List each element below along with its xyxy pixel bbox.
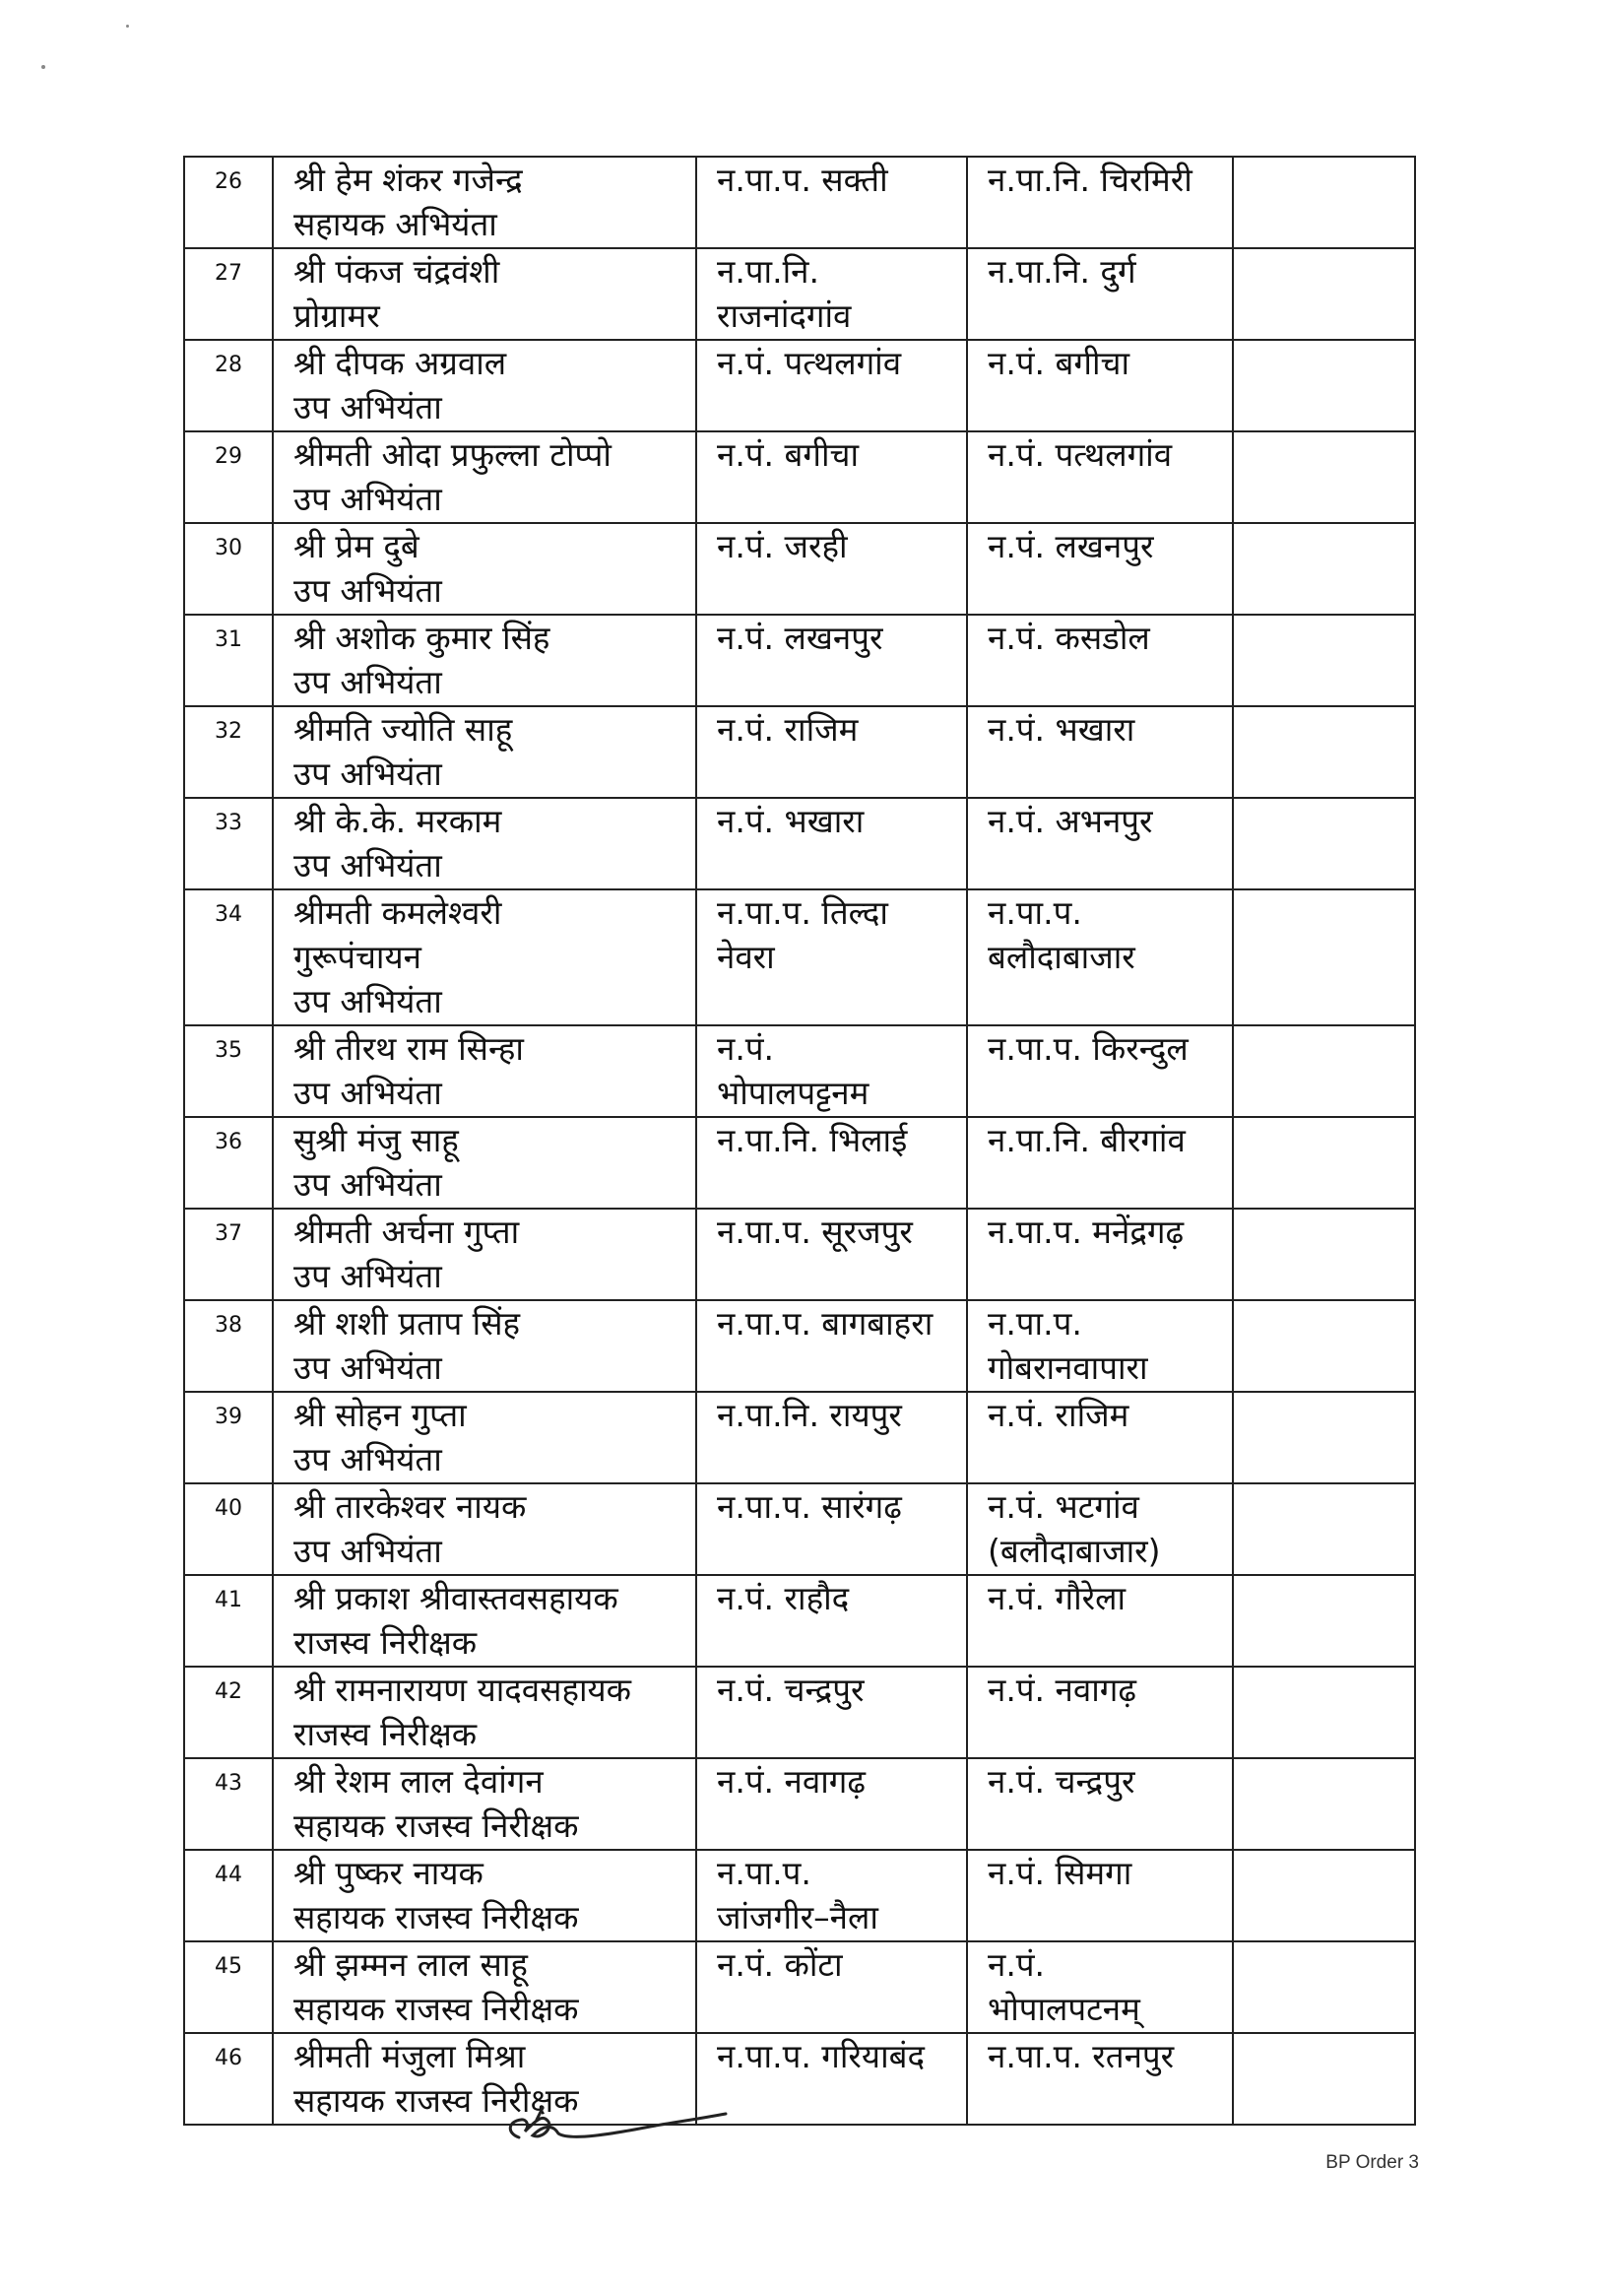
employee-name: श्री रामनारायण यादवसहायक <box>293 1671 631 1709</box>
employee-designation: उप अभियंता <box>293 1348 442 1387</box>
scan-speck <box>41 65 45 69</box>
table-row <box>184 1483 1415 1575</box>
current-posting-cell <box>696 1209 967 1300</box>
current-posting-cell <box>696 706 967 798</box>
employee-designation: उप अभियंता <box>293 1257 442 1295</box>
employee-designation: उप अभियंता <box>293 1165 442 1204</box>
remarks-cell <box>1233 340 1415 431</box>
employee-designation: सहायक राजस्व निरीक्षक <box>293 1806 579 1845</box>
current-posting-cell <box>696 889 967 1025</box>
remarks-cell <box>1233 1575 1415 1667</box>
serial-number-cell: 44 <box>184 1850 273 1941</box>
table-row <box>184 2033 1415 2125</box>
new-posting-text: न.पा.प. मनेंद्रगढ़ <box>988 1213 1185 1251</box>
remarks-cell <box>1233 1667 1415 1758</box>
employee-designation: सहायक राजस्व निरीक्षक <box>293 1990 579 2028</box>
current-posting-text: न.पा.नि. <box>717 252 819 291</box>
current-posting-text: न.पा.प. सूरजपुर <box>717 1213 913 1251</box>
current-posting-cell <box>696 2033 967 2125</box>
current-posting-text: न.पं. पत्थलगांव <box>717 344 902 382</box>
table-row <box>184 340 1415 431</box>
new-posting-text: न.पा.नि. दुर्ग <box>988 252 1136 291</box>
remarks-cell <box>1233 706 1415 798</box>
employee-designation: उप अभियंता <box>293 1074 442 1112</box>
remarks-cell <box>1233 615 1415 706</box>
new-posting-text: न.पं. नवागढ़ <box>988 1671 1136 1709</box>
table-row <box>184 523 1415 615</box>
new-posting-text: न.पा.प. रतनपुर <box>988 2037 1175 2075</box>
employee-name: सुश्री मंजु साहू <box>293 1121 459 1159</box>
current-posting-text: न.पा.प. गरियाबंद <box>717 2037 925 2075</box>
table-row <box>184 431 1415 523</box>
employee-name: श्रीमति ज्योति साहू <box>293 710 513 749</box>
employee-cell <box>273 615 696 706</box>
employee-name: गुरूपंचायन <box>293 938 421 976</box>
current-posting-text: नेवरा <box>717 938 775 976</box>
current-posting-text: जांजगीर–नैला <box>717 1898 878 1936</box>
serial-number-cell: 36 <box>184 1117 273 1209</box>
serial-number-cell: 45 <box>184 1941 273 2033</box>
serial-number-cell: 32 <box>184 706 273 798</box>
current-posting-text: न.पा.प. सक्ती <box>717 161 888 199</box>
remarks-cell <box>1233 1300 1415 1392</box>
new-posting-text: न.पं. सिमगा <box>988 1854 1132 1892</box>
current-posting-text: न.पा.प. <box>717 1854 811 1892</box>
remarks-cell <box>1233 2033 1415 2125</box>
employee-cell <box>273 431 696 523</box>
employee-cell <box>273 1025 696 1117</box>
table-row <box>184 706 1415 798</box>
employee-designation: राजस्व निरीक्षक <box>293 1715 478 1753</box>
remarks-cell <box>1233 248 1415 340</box>
employee-cell <box>273 1209 696 1300</box>
current-posting-cell <box>696 798 967 889</box>
current-posting-cell <box>696 523 967 615</box>
current-posting-cell <box>696 1300 967 1392</box>
new-posting-text: न.पं. भखारा <box>988 710 1135 749</box>
employee-name: श्रीमती अर्चना गुप्ता <box>293 1213 520 1251</box>
current-posting-text: न.पं. कोंटा <box>717 1945 843 1984</box>
signature-mark <box>497 2100 734 2159</box>
remarks-cell <box>1233 798 1415 889</box>
current-posting-text: न.पं. भखारा <box>717 802 865 840</box>
employee-designation: उप अभियंता <box>293 1532 442 1570</box>
serial-number-cell: 26 <box>184 157 273 248</box>
table-row <box>184 1392 1415 1483</box>
new-posting-cell <box>967 1025 1233 1117</box>
new-posting-text: न.पा.नि. बीरगांव <box>988 1121 1186 1159</box>
current-posting-cell <box>696 1392 967 1483</box>
employee-name: श्रीमती कमलेश्वरी <box>293 893 502 932</box>
current-posting-text: भोपालपट्टनम <box>717 1074 870 1112</box>
employee-cell <box>273 1941 696 2033</box>
new-posting-text: न.पं. भटगांव <box>988 1487 1139 1526</box>
transfer-table <box>183 156 1416 2126</box>
employee-name: श्री सोहन गुप्ता <box>293 1396 467 1434</box>
employee-designation: उप अभियंता <box>293 1440 442 1478</box>
serial-number-cell: 28 <box>184 340 273 431</box>
table-row <box>184 615 1415 706</box>
employee-designation: सहायक अभियंता <box>293 205 497 243</box>
employee-name: श्री हेम शंकर गजेन्द्र <box>293 161 523 199</box>
employee-cell <box>273 523 696 615</box>
table-row <box>184 1300 1415 1392</box>
serial-number-cell: 34 <box>184 889 273 1025</box>
new-posting-text: बलौदाबाजार <box>988 938 1135 976</box>
current-posting-text: न.पं. जरही <box>717 527 848 565</box>
employee-designation: सहायक राजस्व निरीक्षक <box>293 2081 579 2120</box>
new-posting-cell <box>967 706 1233 798</box>
current-posting-cell <box>696 431 967 523</box>
employee-designation: सहायक राजस्व निरीक्षक <box>293 1898 579 1936</box>
new-posting-cell <box>967 1667 1233 1758</box>
new-posting-cell <box>967 523 1233 615</box>
current-posting-cell <box>696 157 967 248</box>
new-posting-cell <box>967 798 1233 889</box>
employee-name: श्री प्रेम दुबे <box>293 527 419 565</box>
new-posting-text: न.पा.नि. चिरमिरी <box>988 161 1192 199</box>
new-posting-text: न.पा.प. <box>988 893 1082 932</box>
new-posting-cell <box>967 1941 1233 2033</box>
new-posting-cell <box>967 889 1233 1025</box>
serial-number-cell: 27 <box>184 248 273 340</box>
employee-designation: राजस्व निरीक्षक <box>293 1623 478 1662</box>
new-posting-cell <box>967 1758 1233 1850</box>
remarks-cell <box>1233 1392 1415 1483</box>
employee-name: श्री अशोक कुमार सिंह <box>293 619 550 657</box>
new-posting-cell <box>967 1300 1233 1392</box>
serial-number-cell: 43 <box>184 1758 273 1850</box>
serial-number-cell: 35 <box>184 1025 273 1117</box>
new-posting-cell <box>967 340 1233 431</box>
remarks-cell <box>1233 157 1415 248</box>
employee-cell <box>273 1758 696 1850</box>
employee-name: श्री झम्मन लाल साहू <box>293 1945 528 1984</box>
current-posting-cell <box>696 1575 967 1667</box>
new-posting-text: न.पं. कसडोल <box>988 619 1150 657</box>
employee-cell <box>273 889 696 1025</box>
employee-cell <box>273 248 696 340</box>
employee-name: श्री पंकज चंद्रवंशी <box>293 252 500 291</box>
new-posting-cell <box>967 1117 1233 1209</box>
serial-number-cell: 40 <box>184 1483 273 1575</box>
employee-cell <box>273 1300 696 1392</box>
current-posting-text: न.पं. <box>717 1029 775 1068</box>
remarks-cell <box>1233 523 1415 615</box>
employee-cell <box>273 157 696 248</box>
new-posting-text: न.पं. पत्थलगांव <box>988 435 1173 474</box>
current-posting-cell <box>696 1117 967 1209</box>
current-posting-text: न.पा.नि. रायपुर <box>717 1396 902 1434</box>
employee-cell <box>273 1575 696 1667</box>
employee-cell <box>273 1117 696 1209</box>
employee-name: श्री तीरथ राम सिन्हा <box>293 1029 524 1068</box>
current-posting-cell <box>696 340 967 431</box>
new-posting-cell <box>967 1392 1233 1483</box>
footer-order-label: BP Order 3 <box>1325 2152 1419 2173</box>
new-posting-text: न.पं. लखनपुर <box>988 527 1154 565</box>
current-posting-text: न.पं. राहौद <box>717 1579 850 1617</box>
current-posting-cell <box>696 1667 967 1758</box>
new-posting-cell <box>967 248 1233 340</box>
current-posting-text: न.पा.नि. भिलाई <box>717 1121 908 1159</box>
table-row <box>184 798 1415 889</box>
new-posting-cell <box>967 157 1233 248</box>
current-posting-text: न.पा.प. तिल्दा <box>717 893 888 932</box>
employee-name: श्री पुष्कर नायक <box>293 1854 483 1892</box>
remarks-cell <box>1233 1758 1415 1850</box>
new-posting-text: न.पं. बगीचा <box>988 344 1129 382</box>
current-posting-cell <box>696 1483 967 1575</box>
employee-designation: उप अभियंता <box>293 571 442 610</box>
employee-name: श्रीमती ओदा प्रफुल्ला टोप्पो <box>293 435 612 474</box>
new-posting-text: न.पं. चन्द्रपुर <box>988 1762 1135 1801</box>
current-posting-text: न.पा.प. बागबाहरा <box>717 1304 934 1343</box>
serial-number-cell: 37 <box>184 1209 273 1300</box>
current-posting-text: न.पं. बगीचा <box>717 435 859 474</box>
current-posting-text: न.पा.प. सारंगढ़ <box>717 1487 902 1526</box>
new-posting-text: न.पा.प. <box>988 1304 1082 1343</box>
current-posting-cell <box>696 248 967 340</box>
new-posting-cell <box>967 1850 1233 1941</box>
current-posting-cell <box>696 615 967 706</box>
serial-number-cell: 41 <box>184 1575 273 1667</box>
employee-cell <box>273 798 696 889</box>
current-posting-cell <box>696 1758 967 1850</box>
current-posting-cell <box>696 1941 967 2033</box>
table-row <box>184 1575 1415 1667</box>
current-posting-text: न.पं. चन्द्रपुर <box>717 1671 865 1709</box>
remarks-cell <box>1233 1850 1415 1941</box>
remarks-cell <box>1233 1941 1415 2033</box>
employee-name: श्री रेशम लाल देवांगन <box>293 1762 544 1801</box>
scan-speck <box>126 25 129 28</box>
remarks-cell <box>1233 1483 1415 1575</box>
employee-cell <box>273 706 696 798</box>
employee-name: श्री के.के. मरकाम <box>293 802 502 840</box>
new-posting-cell <box>967 1483 1233 1575</box>
employee-name: श्री शशी प्रताप सिंह <box>293 1304 521 1343</box>
employee-designation: उप अभियंता <box>293 754 442 793</box>
employee-name: श्रीमती मंजुला मिश्रा <box>293 2037 526 2075</box>
new-posting-text: न.पं. अभनपुर <box>988 802 1153 840</box>
serial-number-cell: 38 <box>184 1300 273 1392</box>
remarks-cell <box>1233 1025 1415 1117</box>
employee-designation: उप अभियंता <box>293 982 442 1020</box>
remarks-cell <box>1233 1209 1415 1300</box>
remarks-cell <box>1233 889 1415 1025</box>
serial-number-cell: 30 <box>184 523 273 615</box>
new-posting-text: न.पा.प. किरन्दुल <box>988 1029 1189 1068</box>
employee-designation: उप अभियंता <box>293 663 442 701</box>
employee-cell <box>273 340 696 431</box>
table-row <box>184 157 1415 248</box>
new-posting-text: (बलौदाबाजार) <box>988 1532 1161 1570</box>
current-posting-cell <box>696 1025 967 1117</box>
employee-designation: प्रोग्रामर <box>293 296 380 335</box>
employee-name: श्री दीपक अग्रवाल <box>293 344 507 382</box>
new-posting-text: न.पं. राजिम <box>988 1396 1129 1434</box>
employee-designation: उप अभियंता <box>293 388 442 426</box>
employee-name: श्री तारकेश्वर नायक <box>293 1487 527 1526</box>
new-posting-cell <box>967 431 1233 523</box>
current-posting-text: न.पं. नवागढ़ <box>717 1762 866 1801</box>
table-row <box>184 1850 1415 1941</box>
current-posting-cell <box>696 1850 967 1941</box>
new-posting-text: भोपालपटनम् <box>988 1990 1140 2028</box>
serial-number-cell: 33 <box>184 798 273 889</box>
current-posting-text: न.पं. लखनपुर <box>717 619 883 657</box>
serial-number-cell: 31 <box>184 615 273 706</box>
employee-cell <box>273 1667 696 1758</box>
new-posting-text: गोबरानवापारा <box>988 1348 1148 1387</box>
table-row <box>184 248 1415 340</box>
new-posting-cell <box>967 2033 1233 2125</box>
new-posting-text: न.पं. <box>988 1945 1046 1984</box>
table-row <box>184 1667 1415 1758</box>
table-row <box>184 1941 1415 2033</box>
employee-designation: उप अभियंता <box>293 480 442 518</box>
new-posting-cell <box>967 615 1233 706</box>
employee-name: श्री प्रकाश श्रीवास्तवसहायक <box>293 1579 618 1617</box>
remarks-cell <box>1233 1117 1415 1209</box>
table-row <box>184 1209 1415 1300</box>
table-row <box>184 889 1415 1025</box>
serial-number-cell: 42 <box>184 1667 273 1758</box>
current-posting-text: न.पं. राजिम <box>717 710 859 749</box>
table-row <box>184 1025 1415 1117</box>
serial-number-cell: 29 <box>184 431 273 523</box>
serial-number-cell: 46 <box>184 2033 273 2125</box>
new-posting-cell <box>967 1575 1233 1667</box>
employee-cell <box>273 1483 696 1575</box>
employee-designation: उप अभियंता <box>293 846 442 885</box>
table-row <box>184 1117 1415 1209</box>
serial-number-cell: 39 <box>184 1392 273 1483</box>
remarks-cell <box>1233 431 1415 523</box>
employee-cell <box>273 1850 696 1941</box>
current-posting-text: राजनांदगांव <box>717 296 852 335</box>
employee-cell <box>273 1392 696 1483</box>
new-posting-text: न.पं. गौरेला <box>988 1579 1127 1617</box>
new-posting-cell <box>967 1209 1233 1300</box>
table-row <box>184 1758 1415 1850</box>
